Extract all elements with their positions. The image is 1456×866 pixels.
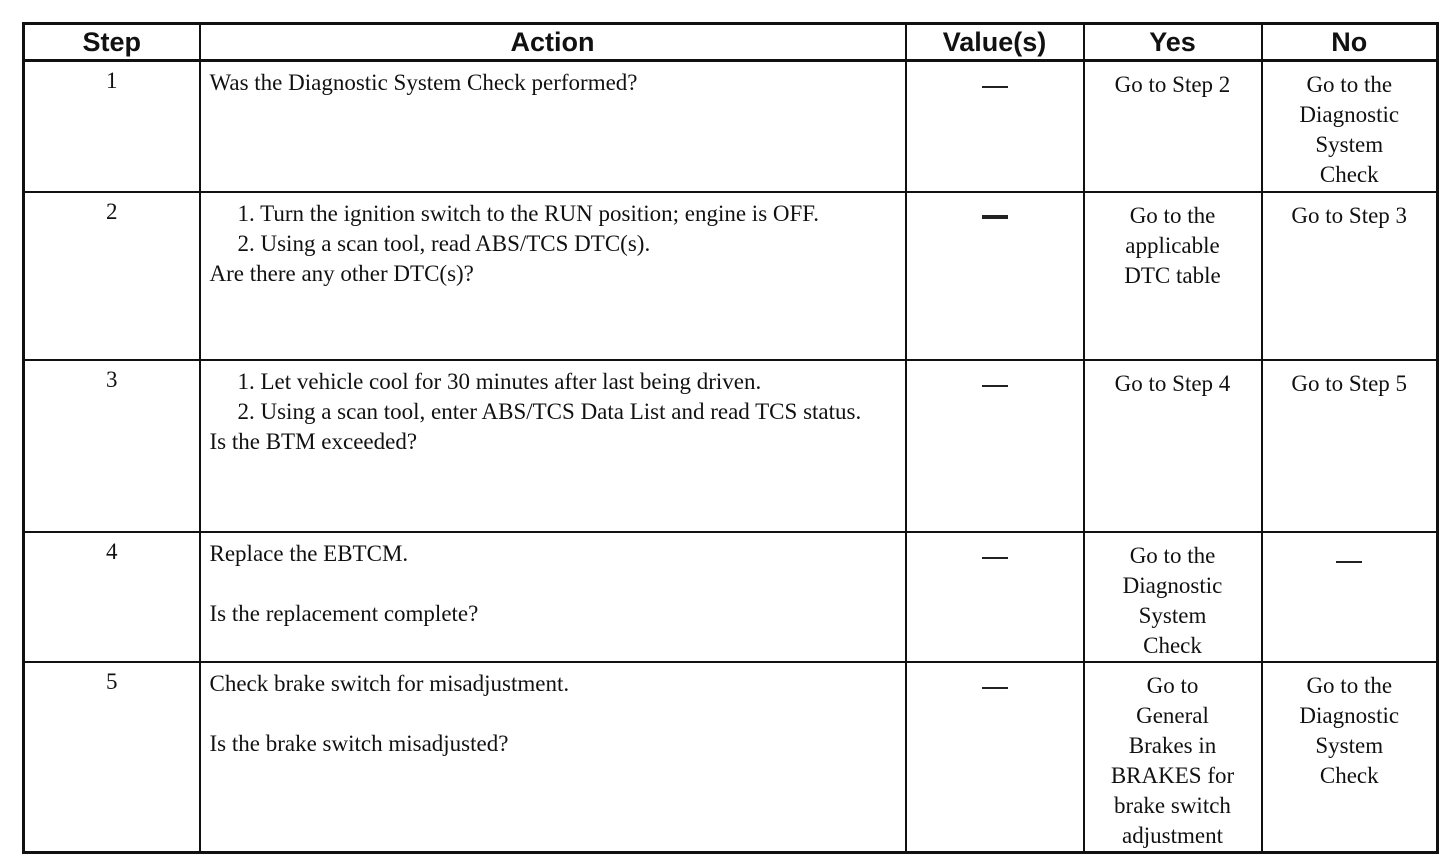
no-cell [1262, 192, 1438, 360]
action-question: Is the brake switch misadjusted? [209, 730, 509, 756]
no-line: Go to Step 5 [1291, 370, 1408, 396]
yes-line: Diagnostic [1122, 572, 1223, 598]
step-number: 3 [24, 360, 200, 532]
table-row [24, 662, 1438, 853]
action-steps-list [210, 367, 897, 427]
yes-line: System [1138, 602, 1207, 628]
action-cell [200, 192, 906, 360]
header-step: Step [24, 24, 200, 61]
no-line: Go to the [1306, 72, 1393, 97]
action-question: Is the BTM exceeded? [209, 428, 418, 454]
action-text: Replace the EBTCM. [209, 540, 409, 566]
no-cell [1262, 360, 1438, 532]
value-cell [906, 360, 1084, 532]
yes-cell [1084, 192, 1262, 360]
value-cell [906, 61, 1084, 192]
yes-cell [1084, 532, 1262, 662]
step-number: 1 [24, 61, 200, 192]
action-steps-list [210, 199, 897, 259]
value-cell [906, 532, 1084, 662]
no-line: Check [1319, 162, 1379, 187]
yes-line: Brakes in [1128, 732, 1217, 758]
action-step: 1. Turn the ignition switch to the RUN position; engine is OFF. [237, 200, 820, 226]
no-dash [1336, 561, 1362, 563]
action-step: 2. Using a scan tool, read ABS/TCS DTC(s). [237, 230, 651, 256]
header-no: No [1262, 24, 1438, 61]
yes-cell [1084, 61, 1262, 192]
value-cell [906, 192, 1084, 360]
no-line: System [1315, 132, 1384, 157]
yes-line: General [1136, 702, 1209, 728]
step-number: 2 [24, 192, 200, 360]
no-cell [1262, 61, 1438, 192]
table-row [24, 192, 1438, 360]
no-line: Go to Step 3 [1291, 202, 1408, 228]
action-question: Are there any other DTC(s)? [209, 260, 474, 286]
yes-line: brake switch [1114, 792, 1231, 818]
step-number: 5 [24, 662, 200, 853]
action-text: Check brake switch for misadjustment. [209, 670, 570, 696]
no-line: Diagnostic [1299, 702, 1400, 728]
no-cell [1262, 532, 1438, 662]
header-row [24, 24, 1438, 61]
action-question: Is the replacement complete? [209, 600, 479, 626]
value-dash [982, 385, 1008, 387]
yes-line: DTC table [1124, 262, 1221, 288]
yes-line: Check [1143, 632, 1202, 658]
yes-line: Go to Step 2 [1114, 72, 1231, 97]
yes-line: Go to Step 4 [1114, 370, 1231, 396]
value-cell [906, 662, 1084, 853]
yes-line: Go to [1146, 672, 1199, 698]
no-line: System [1315, 732, 1384, 758]
value-dash [982, 86, 1008, 88]
yes-line: adjustment [1122, 822, 1223, 848]
no-cell [1262, 662, 1438, 853]
action-cell [200, 360, 906, 532]
value-dash [982, 687, 1008, 689]
table-row [24, 532, 1438, 662]
yes-line: applicable [1125, 232, 1220, 258]
yes-cell [1084, 360, 1262, 532]
step-number: 4 [24, 532, 200, 662]
yes-line: BRAKES for [1110, 762, 1235, 788]
action-step: 1. Let vehicle cool for 30 minutes after last being driven. [237, 368, 762, 394]
no-line: Check [1319, 762, 1379, 788]
value-dash [982, 557, 1008, 559]
header-values: Value(s) [906, 24, 1084, 61]
no-line: Diagnostic [1299, 102, 1400, 127]
yes-cell [1084, 662, 1262, 853]
action-cell [200, 662, 906, 853]
table-row [24, 360, 1438, 532]
header-yes: Yes [1084, 24, 1262, 61]
header-action: Action [200, 24, 906, 61]
action-text: Was the Diagnostic System Check performed? [209, 70, 638, 95]
yes-line: Go to the [1129, 202, 1216, 228]
action-step: 2. Using a scan tool, enter ABS/TCS Data List and read TCS status. [237, 398, 862, 424]
no-line: Go to the [1306, 672, 1393, 698]
yes-line: Go to the [1129, 542, 1216, 568]
table-row [24, 61, 1438, 192]
value-dash [982, 215, 1008, 219]
diagnostic-table [22, 22, 1439, 854]
action-cell [200, 61, 906, 192]
action-cell [200, 532, 906, 662]
